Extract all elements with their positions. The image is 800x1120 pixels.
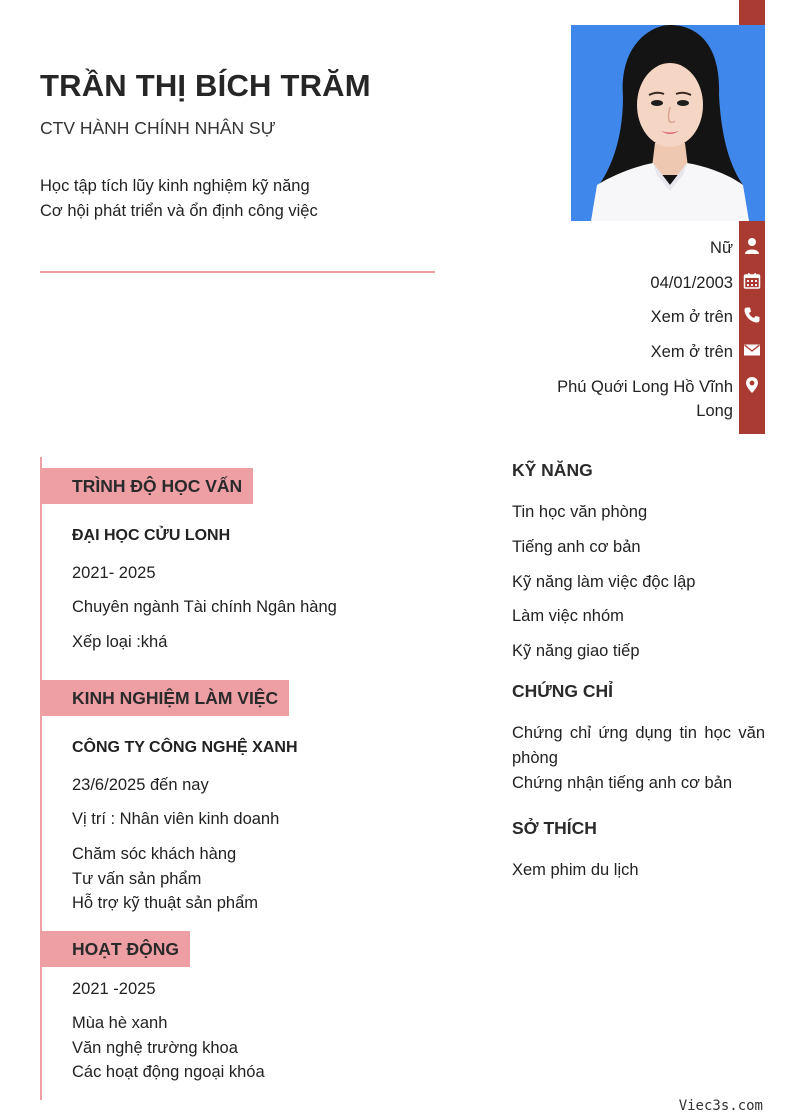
profile-photo <box>571 25 765 221</box>
header-divider <box>40 271 435 273</box>
skill-item: Làm việc nhóm <box>512 607 624 625</box>
contact-birthdate: 04/01/2003 <box>650 274 733 292</box>
duty-item: Tư vấn sản phẩm <box>72 869 202 888</box>
skill-item: Kỹ năng làm việc độc lập <box>512 573 696 591</box>
education-period: 2021- 2025 <box>72 564 156 582</box>
hobbies-heading: SỞ THÍCH <box>512 818 597 838</box>
contact-email: Xem ở trên <box>650 343 733 361</box>
education-heading: TRÌNH ĐỘ HỌC VẤN <box>42 468 253 504</box>
duty-item: Chăm sóc khách hàng <box>72 845 237 863</box>
site-watermark: Viec3s.com <box>678 1098 763 1114</box>
address-line: Phú Quới Long Hồ Vĩnh <box>557 378 733 396</box>
duty-item: Hỗ trợ kỹ thuật sản phẩm <box>72 894 258 912</box>
calendar-icon <box>743 272 761 290</box>
accent-bar-top <box>739 0 765 25</box>
experience-period: 23/6/2025 đến nay <box>72 776 209 794</box>
contact-phone: Xem ở trên <box>650 308 733 326</box>
experience-company: CÔNG TY CÔNG NGHỆ XANH <box>72 739 298 756</box>
location-pin-icon <box>743 376 761 394</box>
activities-list <box>72 1011 265 1085</box>
activities-heading: HOẠT ĐỘNG <box>42 931 190 967</box>
contact-address <box>557 375 733 423</box>
experience-heading: KINH NGHIỆM LÀM VIỆC <box>42 680 289 716</box>
skill-item: Kỹ năng giao tiếp <box>512 642 640 660</box>
address-line: Long <box>696 402 733 420</box>
contact-gender: Nữ <box>710 239 733 257</box>
objective-line: Cơ hội phát triển và ổn định công việc <box>40 202 318 220</box>
education-major: Chuyên ngành Tài chính Ngân hàng <box>72 598 337 616</box>
objective-line: Học tập tích lũy kinh nghiệm kỹ năng <box>40 177 310 195</box>
certificates-heading: CHỨNG CHỈ <box>512 681 614 701</box>
activity-item: Văn nghệ trường khoa <box>72 1038 238 1057</box>
person-icon <box>743 237 761 255</box>
skills-heading: KỸ NĂNG <box>512 460 593 480</box>
phone-icon <box>743 306 761 324</box>
experience-position: Vị trí : Nhân viên kinh doanh <box>72 810 280 828</box>
job-title: CTV HÀNH CHÍNH NHÂN SỰ <box>40 118 276 138</box>
candidate-name: TRẦN THỊ BÍCH TRĂM <box>40 68 371 103</box>
mail-icon <box>743 341 761 359</box>
skill-item: Tin học văn phòng <box>512 503 648 521</box>
career-objective <box>40 174 318 224</box>
experience-duties <box>72 842 258 916</box>
certificate-item: Chứng chỉ ứng dụng tin học văn phòng <box>512 724 765 767</box>
skill-item: Tiếng anh cơ bản <box>512 538 641 556</box>
activity-item: Các hoạt động ngoại khóa <box>72 1063 265 1081</box>
left-timeline-line <box>40 457 42 1100</box>
activity-item: Mùa hè xanh <box>72 1014 168 1032</box>
activities-period: 2021 -2025 <box>72 980 156 998</box>
hobby-item: Xem phim du lịch <box>512 861 639 879</box>
education-grade: Xếp loại :khá <box>72 633 168 651</box>
education-school: ĐẠI HỌC CỬU LONH <box>72 527 231 544</box>
certificate-item: Chứng nhận tiếng anh cơ bản <box>512 774 733 792</box>
